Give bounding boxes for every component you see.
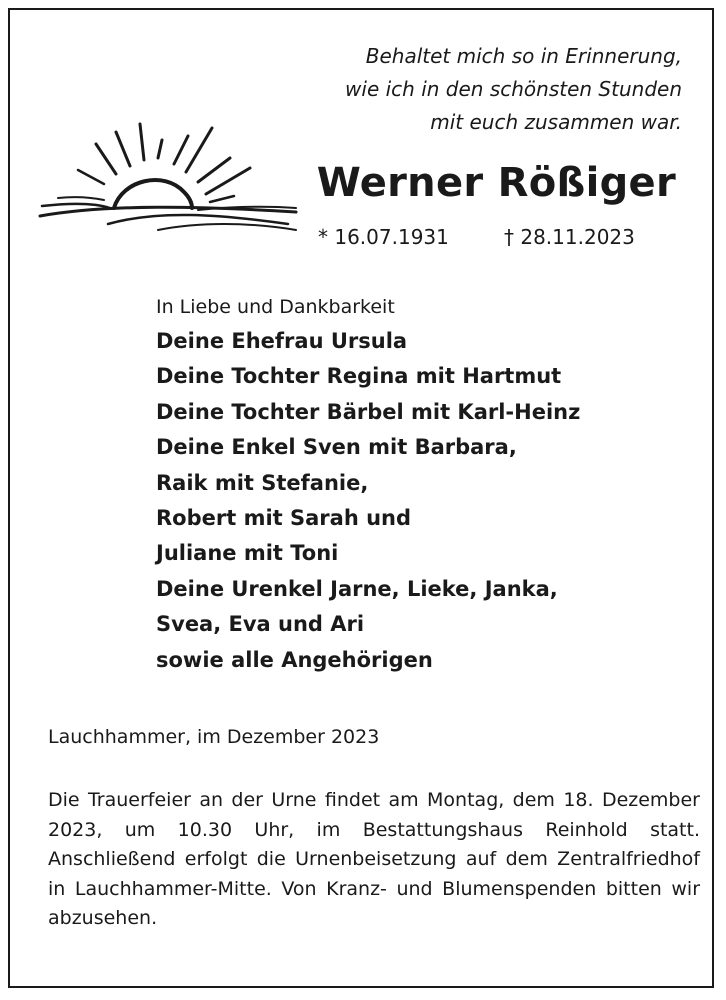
funeral-notice: Die Trauerfeier an der Urne findet am Montag, dem 18. Dezember 2023, um 10.30 Uhr, im Bestattungshaus Reinhold statt. Anschließend erfolgt die Urnenbeisetzung auf dem Zentralfriedhof in Lauchhammer-Mitte. Von Kranz- und Blumenspenden bitten wir abzusehen. (48, 789, 700, 930)
mourner-line: Juliane mit Toni (156, 541, 339, 566)
death-date: † 28.11.2023 (504, 225, 635, 249)
memorial-quote (262, 40, 682, 139)
obituary-frame (8, 8, 714, 988)
mourner-line: Deine Ehefrau Ursula (156, 329, 408, 353)
mourner-line: Deine Tochter Regina mit Hartmut (156, 364, 562, 389)
mourner-line: Deine Tochter Bärbel mit Karl-Heinz (156, 399, 581, 424)
deceased-name: Werner Rößiger (316, 160, 676, 206)
mourner-line: Robert mit Sarah und (156, 506, 412, 531)
life-dates (318, 222, 668, 252)
quote-line: wie ich in den schönsten Stunden (345, 77, 682, 101)
mourner-line: Deine Enkel Sven mit Barbara, (156, 435, 517, 460)
mourner-line: Svea, Eva und Ari (156, 612, 365, 637)
sunrise-icon (38, 118, 300, 236)
mourners-list (156, 292, 696, 678)
mourner-line: Raik mit Stefanie, (156, 470, 369, 495)
mourners-intro: In Liebe und Dankbarkeit (156, 296, 395, 318)
birth-date: * 16.07.1931 (318, 225, 449, 249)
mourner-line: sowie alle Angehörigen (156, 647, 433, 672)
place-and-date: Lauchhammer, im Dezember 2023 (48, 726, 380, 748)
quote-line: mit euch zusammen war. (430, 110, 682, 134)
quote-line: Behaltet mich so in Erinnerung, (365, 44, 682, 68)
mourner-line: Deine Urenkel Jarne, Lieke, Janka, (156, 576, 558, 601)
